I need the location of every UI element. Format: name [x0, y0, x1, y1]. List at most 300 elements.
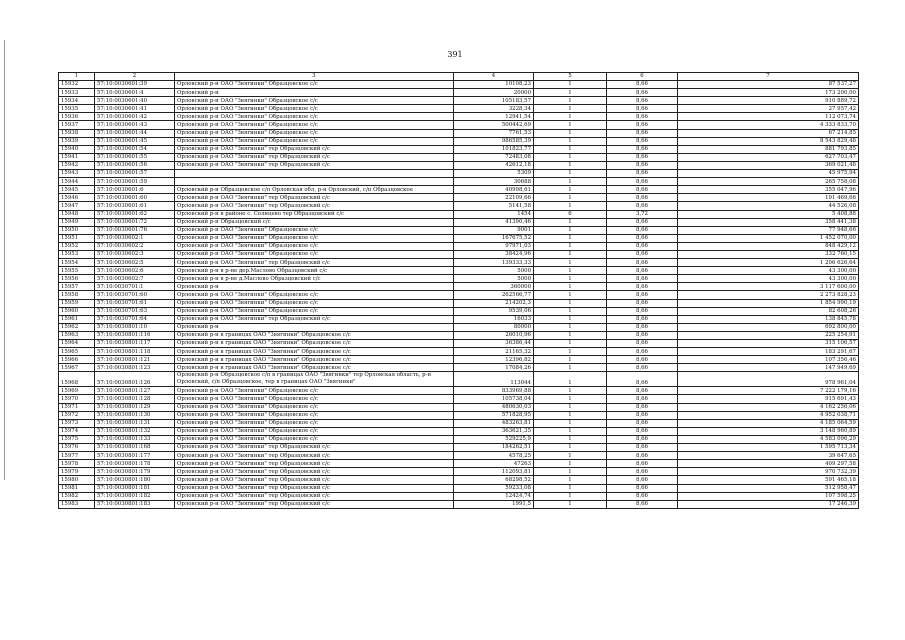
count-cell: 1	[534, 435, 607, 443]
address-cell: Орловский р-н	[175, 89, 454, 97]
count-cell: 1	[534, 170, 607, 178]
rate-cell: 8,66	[607, 291, 678, 299]
row-number: 15980	[59, 476, 95, 484]
column-header: 4	[454, 73, 534, 81]
cadastral-number: 57:10:0030601:45	[95, 137, 175, 145]
row-number: 15972	[59, 411, 95, 419]
table-row	[59, 186, 859, 194]
cadastral-number: 57:10:0030602:6	[95, 267, 175, 275]
cadastral-number: 57:10:0030602:5	[95, 259, 175, 267]
cadastral-number: 57:10:0030601:61	[95, 202, 175, 210]
rate-cell: 8,66	[607, 129, 678, 137]
cadastral-number: 57:10:0030601:54	[95, 145, 175, 153]
row-number: 15935	[59, 105, 95, 113]
cadastral-number: 57:10:0030601:56	[95, 161, 175, 169]
rate-cell: 8,66	[607, 387, 678, 395]
rate-cell: 8,66	[607, 435, 678, 443]
address-cell: Орловский р-н в границах ОАО "Звягинки" Образцовское с/с	[175, 364, 454, 372]
rate-cell: 8,66	[607, 178, 678, 186]
table-row	[59, 137, 859, 145]
value-cell: 7 222 179,16	[678, 387, 859, 395]
table-row	[59, 259, 859, 267]
rate-cell: 8,66	[607, 186, 678, 194]
table-row	[59, 226, 859, 234]
address-cell: Орловский р-н ОАО "Звягинки" Образцовское с/с	[175, 121, 454, 129]
area-cell: 7761,53	[454, 129, 534, 137]
rate-cell: 8,66	[607, 307, 678, 315]
rate-cell: 8,66	[607, 275, 678, 283]
address-cell: Орловский р-н ОАО "Звягинки" Образцовское с/с	[175, 419, 454, 427]
row-number: 15959	[59, 299, 95, 307]
cadastral-number: 57:10:0030601:57	[95, 170, 175, 178]
count-cell: 1	[534, 81, 607, 89]
count-cell: 1	[534, 484, 607, 492]
address-cell: Орловский р-н в районе с. Солнцево тер Образцовский с/с	[175, 210, 454, 218]
row-number: 15934	[59, 97, 95, 105]
count-cell: 1	[534, 492, 607, 500]
table-row	[59, 242, 859, 250]
table-row	[59, 194, 859, 202]
count-cell: 1	[534, 121, 607, 129]
count-cell: 1	[534, 291, 607, 299]
rate-cell: 8,66	[607, 105, 678, 113]
address-cell: Орловский р-н ОАО "Звягинки" тер Образцовский с/с	[175, 315, 454, 323]
address-cell: Орловский р-н ОАО "Звягинки" Образцовское с/с	[175, 387, 454, 395]
value-cell: 4 333 833,70	[678, 121, 859, 129]
row-number: 15973	[59, 419, 95, 427]
table-row	[59, 500, 859, 508]
cadastral-number: 57:10:0030601:60	[95, 194, 175, 202]
table-row	[59, 218, 859, 226]
area-cell: 986585,39	[454, 137, 534, 145]
rate-cell: 8,66	[607, 161, 678, 169]
area-cell: 101823,77	[454, 145, 534, 153]
table-row	[59, 178, 859, 186]
value-cell: 77 948,66	[678, 226, 859, 234]
cadastral-number: 57:10:0030701:61	[95, 299, 175, 307]
cadastral-number: 57:10:0030801:123	[95, 364, 175, 372]
value-cell: 107 356,46	[678, 356, 859, 364]
rate-cell: 8,66	[607, 267, 678, 275]
address-cell: Орловский р-н ОАО "Звягинки" тер Образцовский с/с	[175, 145, 454, 153]
address-cell: Орловский р-н ОАО "Звягинки" Образцовское с/с	[175, 291, 454, 299]
value-cell: 315 106,57	[678, 340, 859, 348]
table-row	[59, 387, 859, 395]
row-number: 15952	[59, 242, 95, 250]
value-cell: 107 598,25	[678, 492, 859, 500]
cadastral-number: 57:10:0030601:55	[95, 153, 175, 161]
value-cell: 17 246,39	[678, 500, 859, 508]
value-cell: 970 732,39	[678, 468, 859, 476]
row-number: 15943	[59, 170, 95, 178]
count-cell: 1	[534, 323, 607, 331]
value-cell: 848 429,12	[678, 242, 859, 250]
count-cell: 1	[534, 145, 607, 153]
cadastral-number: 57:10:0030801:117	[95, 340, 175, 348]
count-cell: 1	[534, 315, 607, 323]
address-cell: Орловский р-н ОАО "Звягинки" тер Образцовский с/с	[175, 460, 454, 468]
cadastral-number: 57:10:0030601:42	[95, 113, 175, 121]
rate-cell: 8,66	[607, 97, 678, 105]
count-cell: 1	[534, 299, 607, 307]
address-cell: Орловский р-н в границах ОАО "Звягинки" Образцовское с/с	[175, 348, 454, 356]
table-row	[59, 372, 859, 387]
value-cell: 915 691,43	[678, 395, 859, 403]
address-cell: Орловский р-н Образцовский с/с	[175, 218, 454, 226]
rate-cell: 8,66	[607, 250, 678, 258]
row-number: 15956	[59, 275, 95, 283]
cadastral-number: 57:10:0030601:72	[95, 218, 175, 226]
cadastral-number: 57:10:0030801:131	[95, 419, 175, 427]
value-cell: 2 273 828,23	[678, 291, 859, 299]
value-cell: 4 952 038,71	[678, 411, 859, 419]
area-cell: 360000	[454, 283, 534, 291]
rate-cell: 8,66	[607, 315, 678, 323]
value-cell: 87 537,27	[678, 81, 859, 89]
table-row	[59, 283, 859, 291]
rate-cell: 3,72	[607, 210, 678, 218]
table-row	[59, 340, 859, 348]
row-number: 15961	[59, 315, 95, 323]
rate-cell: 8,66	[607, 194, 678, 202]
table-row	[59, 267, 859, 275]
column-header: 5	[534, 73, 607, 81]
scan-margin-line	[4, 40, 5, 480]
value-cell: 112 073,74	[678, 113, 859, 121]
rate-cell: 8,66	[607, 460, 678, 468]
row-number: 15964	[59, 340, 95, 348]
table-row	[59, 444, 859, 452]
value-cell: 591 465,18	[678, 476, 859, 484]
table-row	[59, 129, 859, 137]
rate-cell: 8,66	[607, 403, 678, 411]
count-cell: 1	[534, 340, 607, 348]
table-row	[59, 113, 859, 121]
address-cell: Орловский р-н ОАО "Звягинки" тер Образцовский с/с	[175, 484, 454, 492]
address-cell: Орловский р-н ОАО "Звягинки" Образцовское с/с	[175, 307, 454, 315]
rate-cell: 8,66	[607, 113, 678, 121]
count-cell: 1	[534, 331, 607, 339]
row-number: 15974	[59, 427, 95, 435]
value-cell: 4 185 064,59	[678, 419, 859, 427]
table-row	[59, 89, 859, 97]
area-cell: 59233,08	[454, 484, 534, 492]
cadastral-number: 57:10:0030801:183	[95, 500, 175, 508]
table-row	[59, 275, 859, 283]
rate-cell: 8,66	[607, 395, 678, 403]
address-cell	[175, 170, 454, 178]
cadastral-number: 57:10:0030701:1	[95, 283, 175, 291]
address-cell: Орловский р-н ОАО "Звягинки" Образцовское с/с	[175, 226, 454, 234]
table-row	[59, 348, 859, 356]
count-cell: 1	[534, 234, 607, 242]
address-cell: Орловский р-н ОАО "Звягинки" тер Образцовский с/с	[175, 202, 454, 210]
cadastral-number: 57:10:0030801:116	[95, 331, 175, 339]
address-cell: Орловский р-н ОАО "Звягинки" тер Образцовский с/с	[175, 468, 454, 476]
rate-cell: 8,66	[607, 427, 678, 435]
table-row	[59, 484, 859, 492]
value-cell: 4 583 096,29	[678, 435, 859, 443]
table-row	[59, 315, 859, 323]
rate-cell: 8,66	[607, 419, 678, 427]
table-row	[59, 476, 859, 484]
cadastral-number: 57:10:0030801:168	[95, 444, 175, 452]
area-cell: 262566,77	[454, 291, 534, 299]
table-row	[59, 356, 859, 364]
count-cell: 1	[534, 356, 607, 364]
rate-cell: 8,66	[607, 372, 678, 387]
value-cell: 692 800,00	[678, 323, 859, 331]
address-cell: Орловский р-н ОАО "Звягинки" Образцовское с/с	[175, 234, 454, 242]
cadastral-table	[58, 72, 859, 509]
row-number: 15954	[59, 259, 95, 267]
value-cell: 44 526,08	[678, 202, 859, 210]
count-cell: 1	[534, 452, 607, 460]
count-cell: 1	[534, 476, 607, 484]
area-cell: 97971,03	[454, 242, 534, 250]
table-row	[59, 435, 859, 443]
value-cell: 1 206 626,64	[678, 259, 859, 267]
row-number: 15967	[59, 364, 95, 372]
rate-cell: 8,66	[607, 452, 678, 460]
area-cell: 22109,66	[454, 194, 534, 202]
address-cell: Орловский р-н ОАО "Звягинки" Образцовское с/с	[175, 435, 454, 443]
row-number: 15932	[59, 81, 95, 89]
value-cell: 27 957,42	[678, 105, 859, 113]
row-number: 15942	[59, 161, 95, 169]
count-cell: 1	[534, 468, 607, 476]
rate-cell: 8,66	[607, 226, 678, 234]
area-cell: 480630,03	[454, 403, 534, 411]
count-cell: 1	[534, 419, 607, 427]
count-cell: 1	[534, 186, 607, 194]
count-cell: 6	[534, 210, 607, 218]
table-row	[59, 202, 859, 210]
row-number: 15982	[59, 492, 95, 500]
value-cell: 5 408,88	[678, 210, 859, 218]
row-number: 15945	[59, 186, 95, 194]
row-number: 15944	[59, 178, 95, 186]
value-cell: 39 647,65	[678, 452, 859, 460]
row-number: 15976	[59, 444, 95, 452]
cadastral-number: 57:10:0030801:10	[95, 323, 175, 331]
rate-cell: 8,66	[607, 340, 678, 348]
rate-cell: 8,66	[607, 89, 678, 97]
count-cell: 1	[534, 137, 607, 145]
address-cell: Орловский р-н в границах ОАО "Звягинки" Образцовское с/с	[175, 340, 454, 348]
value-cell: 183 291,67	[678, 348, 859, 356]
count-cell: 1	[534, 283, 607, 291]
row-number: 15933	[59, 89, 95, 97]
area-cell: 571828,95	[454, 411, 534, 419]
address-cell: Орловский р-н ОАО "Звягинки" тер Образцовский с/с	[175, 492, 454, 500]
rate-cell: 8,66	[607, 218, 678, 226]
area-cell: 5000	[454, 267, 534, 275]
count-cell: 1	[534, 500, 607, 508]
page-number: 391	[447, 50, 463, 59]
table-row	[59, 403, 859, 411]
address-cell: Орловский р-н ОАО "Звягинки" Образцовское с/с	[175, 411, 454, 419]
cadastral-number: 57:10:0030801:179	[95, 468, 175, 476]
table-row	[59, 468, 859, 476]
count-cell: 1	[534, 259, 607, 267]
area-cell: 1454	[454, 210, 534, 218]
count-cell: 1	[534, 226, 607, 234]
value-cell: 332 760,15	[678, 250, 859, 258]
row-number: 15958	[59, 291, 95, 299]
rate-cell: 8,66	[607, 484, 678, 492]
count-cell: 1	[534, 427, 607, 435]
area-cell: 214202,3	[454, 299, 534, 307]
area-cell: 12941,54	[454, 113, 534, 121]
value-cell: 67 214,85	[678, 129, 859, 137]
rate-cell: 8,66	[607, 145, 678, 153]
row-number: 15979	[59, 468, 95, 476]
cadastral-number: 57:10:0030701:64	[95, 315, 175, 323]
row-number: 15977	[59, 452, 95, 460]
count-cell: 1	[534, 250, 607, 258]
area-cell: 20000	[454, 89, 534, 97]
address-cell: Орловский р-н ОАО "Звягинки" тер Образцовский с/с	[175, 444, 454, 452]
area-cell: 4578,25	[454, 452, 534, 460]
table-row	[59, 81, 859, 89]
row-number: 15975	[59, 435, 95, 443]
rate-cell: 8,66	[607, 121, 678, 129]
count-cell: 1	[534, 307, 607, 315]
area-cell: 21165,32	[454, 348, 534, 356]
count-cell: 1	[534, 129, 607, 137]
cadastral-number: 57:10:0030601:4	[95, 89, 175, 97]
address-cell: Орловский р-н ОАО "Звягинки" тер Образцовский с/с	[175, 161, 454, 169]
area-cell: 40998,61	[454, 186, 534, 194]
area-cell: 105738,04	[454, 395, 534, 403]
value-cell: 8 543 829,48	[678, 137, 859, 145]
table-row	[59, 419, 859, 427]
cadastral-number: 57:10:0030801:121	[95, 356, 175, 364]
row-number: 15947	[59, 202, 95, 210]
cadastral-number: 57:10:0030801:132	[95, 427, 175, 435]
area-cell: 105183,57	[454, 97, 534, 105]
cadastral-number: 57:10:0030801:182	[95, 492, 175, 500]
table-row	[59, 250, 859, 258]
row-number: 15962	[59, 323, 95, 331]
value-cell: 191 469,66	[678, 194, 859, 202]
row-number: 15946	[59, 194, 95, 202]
rate-cell: 8,66	[607, 259, 678, 267]
address-cell: Орловский р-н в р-не дер.Маслово Образцовский с/с	[175, 267, 454, 275]
row-number: 15948	[59, 210, 95, 218]
area-cell: 16033	[454, 315, 534, 323]
count-cell: 1	[534, 348, 607, 356]
area-cell: 139333,33	[454, 259, 534, 267]
cadastral-number: 57:10:0030801:133	[95, 435, 175, 443]
table-row	[59, 105, 859, 113]
table-row	[59, 452, 859, 460]
area-cell: 26010,96	[454, 331, 534, 339]
address-cell: Орловский р-н ОАО "Звягинки" Образцовское с/с	[175, 137, 454, 145]
area-cell: 30688	[454, 178, 534, 186]
address-cell: Орловский р-н ОАО "Звягинки" тер Образцовский с/с	[175, 259, 454, 267]
address-cell: Орловский р-н ОАО "Звягинки" тер Образцовский с/с	[175, 194, 454, 202]
row-number: 15963	[59, 331, 95, 339]
address-cell: Орловский р-н в р-не д.Маслово Образцовский с/с	[175, 275, 454, 283]
area-cell: 167675,52	[454, 234, 534, 242]
value-cell: 369 021,48	[678, 161, 859, 169]
cadastral-number: 57:10:0030701:60	[95, 291, 175, 299]
area-cell: 9539,06	[454, 307, 534, 315]
address-cell: Орловский р-н ОАО "Звягинки" Образцовское с/с	[175, 129, 454, 137]
address-cell: Орловский р-н ОАО "Звягинки" Образцовское с/с	[175, 299, 454, 307]
cadastral-number: 57:10:0030601:41	[95, 105, 175, 113]
rate-cell: 8,66	[607, 348, 678, 356]
count-cell: 1	[534, 364, 607, 372]
row-number: 15970	[59, 395, 95, 403]
table-row	[59, 460, 859, 468]
cadastral-number: 57:10:0030601:62	[95, 210, 175, 218]
rate-cell: 8,66	[607, 331, 678, 339]
cadastral-number: 57:10:0030602:3	[95, 250, 175, 258]
table-row	[59, 364, 859, 372]
table-row	[59, 170, 859, 178]
row-number: 15937	[59, 121, 95, 129]
table-row	[59, 234, 859, 242]
value-cell: 1 452 070,00	[678, 234, 859, 242]
count-cell: 1	[534, 275, 607, 283]
table-row	[59, 97, 859, 105]
count-cell: 1	[534, 105, 607, 113]
value-cell: 225 254,91	[678, 331, 859, 339]
area-cell: 47263	[454, 460, 534, 468]
address-cell: Орловский р-н ОАО "Звягинки" тер Образцовский с/с	[175, 476, 454, 484]
address-cell: Орловский р-н ОАО "Звягинки" Образцовское с/с	[175, 105, 454, 113]
count-cell: 1	[534, 444, 607, 452]
value-cell: 45 975,94	[678, 170, 859, 178]
address-cell: Орловский р-н ОАО "Звягинки" тер Образцовский с/с	[175, 500, 454, 508]
rate-cell: 8,66	[607, 500, 678, 508]
count-cell: 1	[534, 242, 607, 250]
rate-cell: 8,66	[607, 137, 678, 145]
row-number: 15951	[59, 234, 95, 242]
table-body	[59, 81, 859, 509]
address-cell: Орловский р-н ОАО "Звягинки" Образцовское с/с	[175, 250, 454, 258]
table-row	[59, 307, 859, 315]
area-cell: 68298,52	[454, 476, 534, 484]
rate-cell: 8,66	[607, 202, 678, 210]
column-header: 2	[95, 73, 175, 81]
address-cell: Орловский р-н Образцовское с/п в границах ОАО "Звягинки" тер Орловская область, р-н Орловский, с/п Образцовское, тер в границах ОАО "Звягинки"	[175, 372, 454, 387]
area-cell: 833969,88	[454, 387, 534, 395]
document-sheet	[58, 72, 858, 509]
value-cell: 409 297,58	[678, 460, 859, 468]
address-cell: Орловский р-н ОАО "Звягинки" тер Образцовский с/с	[175, 153, 454, 161]
area-cell: 80000	[454, 323, 534, 331]
row-number: 15950	[59, 226, 95, 234]
value-cell: 881 793,85	[678, 145, 859, 153]
row-number: 15960	[59, 307, 95, 315]
cadastral-number: 57:10:0030801:180	[95, 476, 175, 484]
value-cell: 4 162 256,06	[678, 403, 859, 411]
count-cell: 1	[534, 161, 607, 169]
cadastral-number: 57:10:0030602:1	[95, 234, 175, 242]
row-number: 15971	[59, 403, 95, 411]
value-cell: 1 854 990,19	[678, 299, 859, 307]
area-cell: 9001	[454, 226, 534, 234]
value-cell: 3 148 960,89	[678, 427, 859, 435]
rate-cell: 8,66	[607, 476, 678, 484]
area-cell: 41390,46	[454, 218, 534, 226]
cadastral-number: 57:10:0030801:118	[95, 348, 175, 356]
cadastral-number: 57:10:0030801:127	[95, 387, 175, 395]
